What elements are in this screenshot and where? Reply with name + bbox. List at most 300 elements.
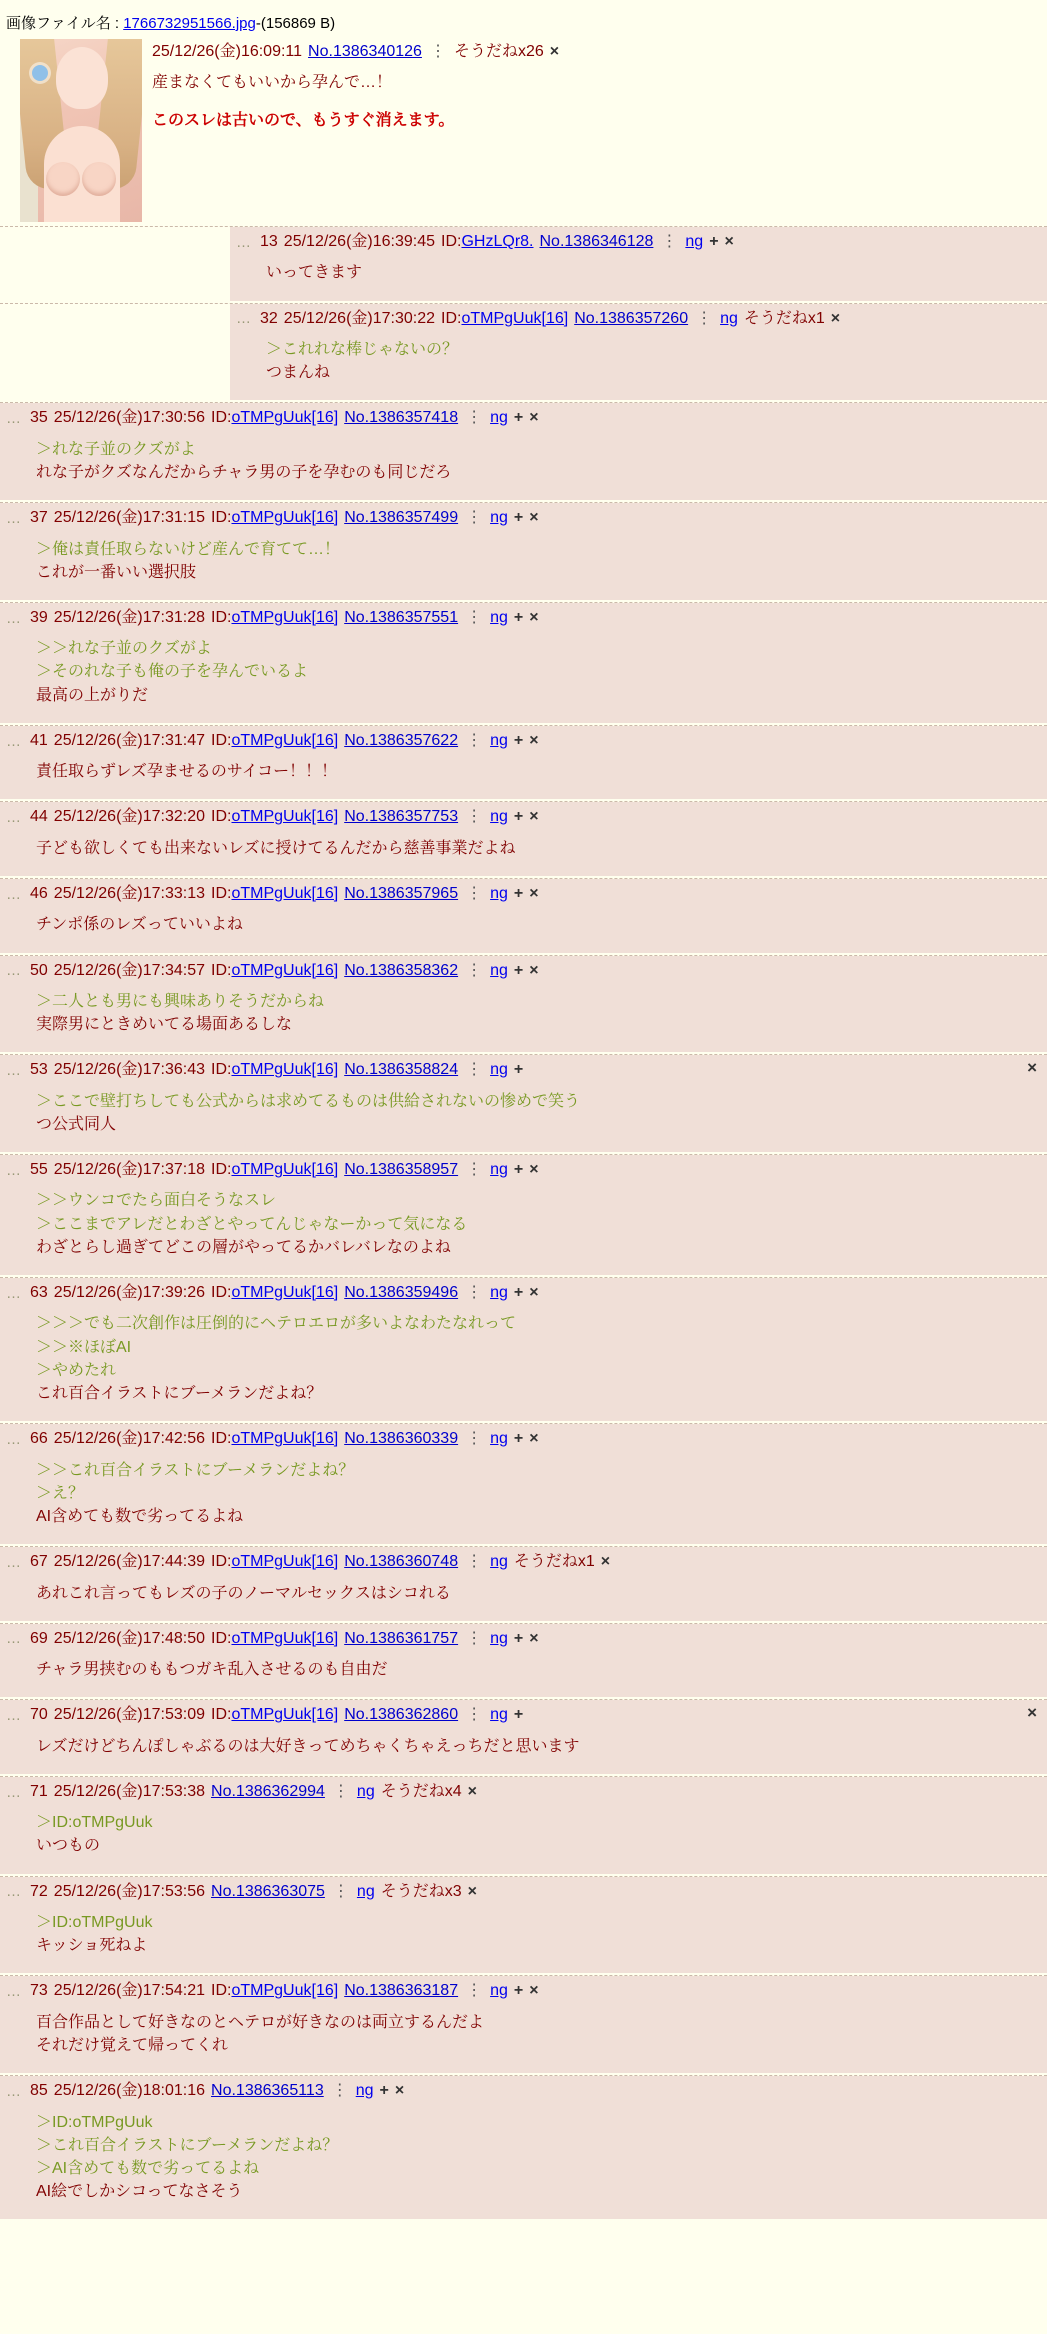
post-container (0, 1155, 1047, 1275)
op-header (152, 39, 1047, 65)
kebab-menu-icon[interactable]: ⋮ (696, 309, 713, 327)
post-body (6, 2005, 1041, 2065)
expand-plus-button[interactable]: + (513, 1706, 524, 1724)
close-icon[interactable]: × (529, 1284, 539, 1302)
ng-button[interactable]: ng (490, 884, 508, 902)
post (0, 1054, 1047, 1152)
expand-plus-button[interactable]: + (513, 731, 524, 749)
sodane-button[interactable]: そうだねx3 (380, 1882, 462, 1900)
ng-button[interactable]: ng (355, 2082, 374, 2100)
post-header (6, 2078, 1041, 2104)
post-id-label: ID: (211, 1553, 232, 1571)
post-dots-indicator: … (6, 885, 22, 903)
post-header (6, 605, 1041, 631)
post-id-label: ID: (441, 309, 462, 327)
close-icon[interactable]: × (600, 1553, 611, 1571)
expand-plus-button[interactable]: + (513, 1161, 524, 1179)
ng-button[interactable]: ng (490, 1982, 508, 2000)
expand-plus-button[interactable]: + (513, 1430, 524, 1448)
file-link[interactable]: 1766732951566.jpg (123, 15, 256, 32)
post-dots-indicator: … (6, 962, 22, 980)
quote-line: ＞やめたれ (36, 1361, 117, 1379)
kebab-menu-icon[interactable]: ⋮ (466, 509, 483, 527)
post-id-label: ID: (211, 1061, 232, 1079)
post-header (236, 229, 1041, 255)
post-dots-indicator: … (6, 1161, 22, 1179)
close-icon[interactable]: × (529, 1161, 539, 1179)
post-header (6, 728, 1041, 754)
body-line: いってきます (266, 264, 363, 282)
post-date: 25/12/26(金)17:31:28 (53, 608, 206, 626)
post-header (6, 405, 1041, 431)
post-body (6, 532, 1041, 592)
post-dots-indicator: … (6, 2082, 22, 2100)
post-container (0, 1278, 1047, 1421)
post-body (6, 631, 1041, 715)
post-resno-link[interactable]: No.1386357499 (344, 509, 459, 527)
op-close-icon[interactable]: × (549, 43, 560, 60)
ng-button[interactable]: ng (356, 1882, 375, 1900)
sodane-button[interactable]: そうだねx1 (513, 1553, 595, 1571)
post-id-label: ID: (211, 1629, 232, 1647)
kebab-menu-icon[interactable]: ⋮ (429, 43, 446, 60)
post-resno-link[interactable]: No.1386346128 (539, 233, 654, 250)
post-container (0, 1700, 1047, 1774)
post-id-label: ID: (211, 409, 232, 427)
post-body (6, 907, 1041, 944)
thread-expiry-warning: このスレは古いので、もうすぐ消えます。 (152, 111, 455, 129)
post-header (6, 804, 1041, 830)
close-icon[interactable]: × (1027, 1703, 1037, 1723)
post-body (6, 1905, 1041, 1965)
post-id-link[interactable]: oTMPgUuk[16] (231, 731, 339, 749)
body-line: わざとらし過ぎてどこの層がやってるかバレバレなのよね (36, 1238, 451, 1256)
post-dots-indicator: … (6, 1983, 22, 2001)
post-id (441, 231, 533, 253)
kebab-menu-icon[interactable]: ⋮ (332, 1882, 349, 1900)
post-id (211, 507, 338, 529)
post-resno-link[interactable]: No.1386359496 (344, 1284, 459, 1302)
post-id-link[interactable]: oTMPgUuk[16] (231, 1629, 339, 1647)
post-id (441, 308, 568, 330)
quote-line: ＞俺は責任取らないけど産んで育てて…！ (36, 540, 341, 558)
body-line: 実際男にときめいてる場面あるしな (36, 1016, 293, 1034)
quote-line: ＞そのれな子も俺の子を孕んでいるよ (36, 663, 309, 681)
close-icon[interactable]: × (724, 233, 734, 250)
close-icon[interactable]: × (529, 409, 539, 427)
expand-plus-button[interactable]: + (709, 233, 719, 250)
post-id-label: ID: (211, 731, 232, 749)
post-date: 25/12/26(金)17:34:57 (53, 961, 206, 979)
post-date: 25/12/26(金)17:31:47 (53, 731, 206, 749)
post-body (6, 754, 1041, 791)
post-id-link[interactable]: oTMPgUuk[16] (231, 1982, 339, 2000)
post-container (0, 2076, 1047, 2219)
kebab-menu-icon[interactable]: ⋮ (466, 1706, 483, 1724)
kebab-menu-icon[interactable]: ⋮ (466, 884, 483, 902)
close-icon[interactable]: × (467, 1882, 477, 1900)
expand-plus-button[interactable]: + (379, 2082, 389, 2100)
post-dots-indicator: … (6, 1783, 22, 1801)
post (0, 303, 1047, 401)
post-id (211, 1551, 338, 1573)
post-header (6, 1702, 1041, 1728)
close-icon[interactable]: × (529, 608, 539, 626)
quote-line: ＞これ百合イラストにブーメランだよね？ (36, 2136, 339, 2154)
post-number: 37 (30, 509, 48, 527)
post-id-label: ID: (211, 808, 232, 826)
post-header (6, 958, 1041, 984)
post-date: 25/12/26(金)17:37:18 (53, 1161, 206, 1179)
post-resno-link[interactable]: No.1386357753 (344, 808, 459, 826)
quote-line: ＞ここで壁打ちしても公式からは求めてるものは供給されないの惨めで笑う (36, 1092, 581, 1110)
post-container (0, 1547, 1047, 1621)
post-header (6, 881, 1041, 907)
post-id-label: ID: (211, 1430, 232, 1448)
post-header (6, 1978, 1041, 2004)
post-number: 67 (30, 1553, 48, 1571)
post-resno-link[interactable]: No.1386360339 (344, 1430, 459, 1448)
body-line: 百合作品として好きなのとヘテロが好きなのは両立するんだよ (36, 2013, 485, 2031)
body-line: つ公式同人 (36, 1115, 117, 1133)
close-icon[interactable]: × (529, 1629, 539, 1647)
post (0, 1423, 1047, 1544)
ng-button[interactable]: ng (685, 233, 704, 250)
post-container (0, 503, 1047, 600)
post-dots-indicator: … (6, 1284, 22, 1302)
expand-plus-button[interactable]: + (513, 961, 524, 979)
file-info-row (0, 8, 1047, 39)
kebab-menu-icon[interactable]: ⋮ (466, 961, 483, 979)
body-line: 最高の上がりだ (36, 686, 149, 704)
op-sodane-button[interactable]: そうだねx26 (453, 43, 544, 60)
ng-button[interactable]: ng (490, 808, 508, 826)
kebab-menu-icon[interactable]: ⋮ (331, 2082, 348, 2100)
post-date: 25/12/26(金)17:48:50 (53, 1629, 206, 1647)
post-id-link[interactable]: oTMPgUuk[16] (231, 1430, 339, 1448)
post-number: 55 (30, 1161, 48, 1179)
kebab-menu-icon[interactable]: ⋮ (466, 1982, 483, 2000)
op-thumbnail[interactable] (20, 39, 142, 222)
post-id (211, 1628, 338, 1650)
post-header (236, 306, 1041, 332)
post-date: 25/12/26(金)17:54:21 (53, 1982, 206, 2000)
close-icon[interactable]: × (529, 961, 539, 979)
post-body (236, 255, 1041, 292)
close-icon[interactable]: × (529, 509, 539, 527)
post-id-label: ID: (211, 884, 232, 902)
post-container (0, 1976, 1047, 2073)
post-resno-link[interactable]: No.1386357965 (344, 884, 459, 902)
ng-button[interactable]: ng (490, 509, 508, 527)
post-date: 25/12/26(金)17:33:13 (53, 884, 206, 902)
expand-plus-button[interactable]: + (513, 1629, 524, 1647)
post-body (6, 1183, 1041, 1267)
post-container (230, 227, 1047, 301)
post-body (6, 1805, 1041, 1865)
post-date: 25/12/26(金)16:39:45 (283, 233, 436, 250)
post-dots-indicator: … (6, 1706, 22, 1724)
post-body (6, 2105, 1041, 2212)
post (0, 602, 1047, 723)
post-number: 41 (30, 731, 48, 749)
post-number: 71 (30, 1782, 48, 1800)
post-resno-link[interactable]: No.1386362994 (211, 1782, 325, 1800)
close-icon[interactable]: × (830, 309, 841, 327)
expand-plus-button[interactable]: + (513, 1061, 524, 1079)
post-id-link[interactable]: oTMPgUuk[16] (231, 1161, 339, 1179)
quote-line: ＞二人とも男にも興味ありそうだからね (36, 992, 325, 1010)
kebab-menu-icon[interactable]: ⋮ (466, 409, 483, 427)
post-resno-link[interactable]: No.1386358824 (344, 1061, 459, 1079)
post-dots-indicator: … (6, 1430, 22, 1448)
body-line: それだけ覚えて帰ってくれ (36, 2036, 229, 2054)
kebab-menu-icon[interactable]: ⋮ (466, 731, 483, 749)
post (0, 1975, 1047, 2073)
post-header (6, 505, 1041, 531)
quote-line: ＞ID:oTMPgUuk (36, 1914, 153, 1932)
close-icon[interactable]: × (529, 1982, 539, 2000)
post-container (0, 726, 1047, 800)
post-number: 85 (30, 2082, 48, 2100)
post-date: 25/12/26(金)17:42:56 (53, 1430, 206, 1448)
post-container (0, 1777, 1047, 1874)
expand-plus-button[interactable]: + (513, 1982, 524, 2000)
kebab-menu-icon[interactable]: ⋮ (466, 1629, 483, 1647)
post-header (6, 1779, 1041, 1805)
post-id (211, 1282, 338, 1304)
close-icon[interactable]: × (529, 731, 539, 749)
post-number: 50 (30, 961, 48, 979)
post-date: 25/12/26(金)17:30:22 (283, 309, 436, 327)
expand-plus-button[interactable]: + (513, 509, 524, 527)
quote-line: ＞＞※ほぼAI (36, 1338, 132, 1356)
post-body (6, 1453, 1041, 1537)
expand-plus-button[interactable]: + (513, 608, 524, 626)
ng-button[interactable]: ng (490, 1553, 508, 1571)
sodane-button[interactable]: そうだねx4 (380, 1782, 462, 1800)
post-id-link[interactable]: oTMPgUuk[16] (231, 1553, 339, 1571)
post-date: 25/12/26(金)17:44:39 (53, 1553, 206, 1571)
ng-button[interactable]: ng (490, 409, 508, 427)
post-body (6, 1084, 1041, 1144)
ng-button[interactable]: ng (720, 309, 738, 327)
post-number: 70 (30, 1706, 48, 1724)
body-line: れな子がクズなんだからチャラ男の子を孕むのも同じだろ (36, 463, 452, 481)
quote-line: ＞＞れな子並のクズがよ (36, 640, 212, 658)
post-body (6, 1306, 1041, 1413)
post-date: 25/12/26(金)18:01:16 (53, 2082, 206, 2100)
post-id-label: ID: (211, 1161, 232, 1179)
body-line: チャラ男挟むのももつガキ乱入させるのも自由だ (36, 1661, 388, 1679)
kebab-menu-icon[interactable]: ⋮ (466, 1430, 483, 1448)
post (0, 1776, 1047, 1874)
post-id (211, 407, 338, 429)
post-dots-indicator: … (236, 310, 252, 328)
post (0, 1699, 1047, 1774)
post-dots-indicator: … (6, 1062, 22, 1080)
post (0, 955, 1047, 1053)
post-id (211, 960, 338, 982)
post-resno-link[interactable]: No.1386361757 (344, 1629, 459, 1647)
post-id (211, 607, 338, 629)
post-number: 66 (30, 1430, 48, 1448)
ng-button[interactable]: ng (490, 1430, 508, 1448)
post (0, 1277, 1047, 1421)
post-dots-indicator: … (6, 809, 22, 827)
post-id-link[interactable]: oTMPgUuk[16] (461, 309, 569, 327)
post-id (211, 1059, 338, 1081)
post (0, 502, 1047, 600)
post-date: 25/12/26(金)17:53:09 (53, 1706, 206, 1724)
post-container (0, 1424, 1047, 1544)
post-id-link[interactable]: oTMPgUuk[16] (231, 1284, 339, 1302)
post-id (211, 730, 338, 752)
post-container (0, 1624, 1047, 1698)
post (0, 1154, 1047, 1275)
kebab-menu-icon[interactable]: ⋮ (466, 1161, 483, 1179)
quote-line: ＞AI含めても数で劣ってるよね (36, 2159, 260, 2177)
op-date: 25/12/26(金)16:09:11 (152, 43, 303, 60)
post-resno-link[interactable]: No.1386362860 (344, 1706, 459, 1724)
post-date: 25/12/26(金)17:31:15 (53, 509, 206, 527)
post-header (6, 1879, 1041, 1905)
op-resno[interactable]: No.1386340126 (308, 43, 422, 60)
post-id (211, 1428, 338, 1450)
body-line: AI含めても数で劣ってるよね (36, 1507, 244, 1525)
post-resno-link[interactable]: No.1386358957 (344, 1161, 459, 1179)
ng-button[interactable]: ng (490, 731, 508, 749)
post-number: 44 (30, 808, 48, 826)
post-resno-link[interactable]: No.1386363075 (211, 1882, 325, 1900)
post-body (236, 332, 1041, 392)
ng-button[interactable]: ng (490, 1161, 508, 1179)
ng-button[interactable]: ng (356, 1782, 375, 1800)
post (0, 1623, 1047, 1698)
kebab-menu-icon[interactable]: ⋮ (661, 233, 678, 250)
post-number: 39 (30, 608, 48, 626)
post-container (0, 956, 1047, 1053)
post-id-link[interactable]: oTMPgUuk[16] (231, 884, 339, 902)
kebab-menu-icon[interactable]: ⋮ (466, 808, 483, 826)
post-body (6, 1576, 1041, 1613)
post-resno-link[interactable]: No.1386357418 (344, 409, 459, 427)
post-header (6, 1626, 1041, 1652)
ng-button[interactable]: ng (490, 1284, 508, 1302)
post (0, 226, 1047, 301)
post-resno-link[interactable]: No.1386358362 (344, 961, 459, 979)
post-date: 25/12/26(金)17:32:20 (53, 808, 206, 826)
kebab-menu-icon[interactable]: ⋮ (466, 1284, 483, 1302)
close-icon[interactable]: × (529, 884, 539, 902)
post-id-link[interactable]: oTMPgUuk[16] (231, 1061, 339, 1079)
post-id-link[interactable]: oTMPgUuk[16] (231, 409, 339, 427)
ng-button[interactable]: ng (490, 1061, 508, 1079)
post-date: 25/12/26(金)17:30:56 (53, 409, 206, 427)
expand-plus-button[interactable]: + (513, 1284, 524, 1302)
post-id-link[interactable]: GHzLQr8. (461, 233, 534, 250)
post-header (6, 1157, 1041, 1183)
post-id-label: ID: (211, 1284, 232, 1302)
post-container (0, 603, 1047, 723)
body-line: これ百合イラストにブーメランだよね？ (36, 1385, 323, 1402)
post-dots-indicator: … (6, 509, 22, 527)
post-body (6, 831, 1041, 868)
post-dots-indicator: … (6, 732, 22, 750)
ng-button[interactable]: ng (490, 961, 508, 979)
post-date: 25/12/26(金)17:53:56 (53, 1882, 206, 1900)
quote-line: ＞これれな棒じゃないの？ (266, 340, 459, 358)
post-id-link[interactable]: oTMPgUuk[16] (231, 1706, 339, 1724)
post-container (0, 1055, 1047, 1152)
post-container (230, 304, 1047, 401)
ng-button[interactable]: ng (490, 1629, 508, 1647)
close-icon[interactable]: × (394, 2082, 405, 2100)
post-dots-indicator: … (6, 609, 22, 627)
post-id-link[interactable]: oTMPgUuk[16] (231, 961, 339, 979)
op-body: 産まなくてもいいから孕んで…！ (152, 74, 393, 92)
post-id-link[interactable]: oTMPgUuk[16] (231, 608, 339, 626)
post-resno-link[interactable]: No.1386363187 (344, 1982, 459, 2000)
op-post (0, 39, 1047, 226)
post-header (6, 1549, 1041, 1575)
post-resno-link[interactable]: No.1386357260 (574, 309, 689, 327)
body-line: チンポ係のレズっていいよね (36, 916, 243, 934)
post-resno-link[interactable]: No.1386365113 (211, 2082, 324, 2100)
post-number: 63 (30, 1284, 48, 1302)
expand-plus-button[interactable]: + (513, 808, 524, 826)
sodane-button[interactable]: そうだねx1 (743, 309, 825, 327)
post-date: 25/12/26(金)17:36:43 (53, 1061, 206, 1079)
expand-plus-button[interactable]: + (513, 409, 524, 427)
post-id-link[interactable]: oTMPgUuk[16] (231, 808, 339, 826)
file-label: 画像ファイル名 : (6, 15, 120, 32)
post-id-link[interactable]: oTMPgUuk[16] (231, 509, 339, 527)
post-header (6, 1426, 1041, 1452)
kebab-menu-icon[interactable]: ⋮ (466, 608, 483, 626)
post (0, 2075, 1047, 2219)
post-number: 53 (30, 1061, 48, 1079)
post-id (211, 1704, 338, 1726)
close-icon[interactable]: × (467, 1782, 477, 1800)
post (0, 1546, 1047, 1621)
ng-button[interactable]: ng (490, 608, 508, 626)
expand-plus-button[interactable]: + (513, 884, 524, 902)
body-line: つまんね (266, 364, 331, 382)
close-icon[interactable]: × (1027, 1058, 1037, 1078)
ng-button[interactable]: ng (490, 1706, 508, 1724)
body-line: これが一番いい選択肢 (36, 563, 197, 581)
quote-line: ＞ID:oTMPgUuk (36, 2113, 153, 2131)
post-dots-indicator: … (6, 1883, 22, 1901)
post-resno-link[interactable]: No.1386357551 (344, 608, 459, 626)
post-body (6, 1729, 1041, 1766)
post-resno-link[interactable]: No.1386357622 (344, 731, 459, 749)
post-header (6, 1280, 1041, 1306)
post-number: 73 (30, 1982, 48, 2000)
kebab-menu-icon[interactable]: ⋮ (332, 1782, 349, 1800)
post-number: 13 (260, 233, 278, 250)
post-list (0, 226, 1047, 2219)
close-icon[interactable]: × (529, 1430, 539, 1448)
body-line: レズだけどちんぽしゃぶるのは大好きってめちゃくちゃえっちだと思います (36, 1737, 580, 1755)
post-number: 46 (30, 884, 48, 902)
kebab-menu-icon[interactable]: ⋮ (466, 1553, 483, 1571)
post-number: 35 (30, 409, 48, 427)
post-resno-link[interactable]: No.1386360748 (344, 1553, 459, 1571)
close-icon[interactable]: × (529, 808, 539, 826)
kebab-menu-icon[interactable]: ⋮ (466, 1061, 483, 1079)
